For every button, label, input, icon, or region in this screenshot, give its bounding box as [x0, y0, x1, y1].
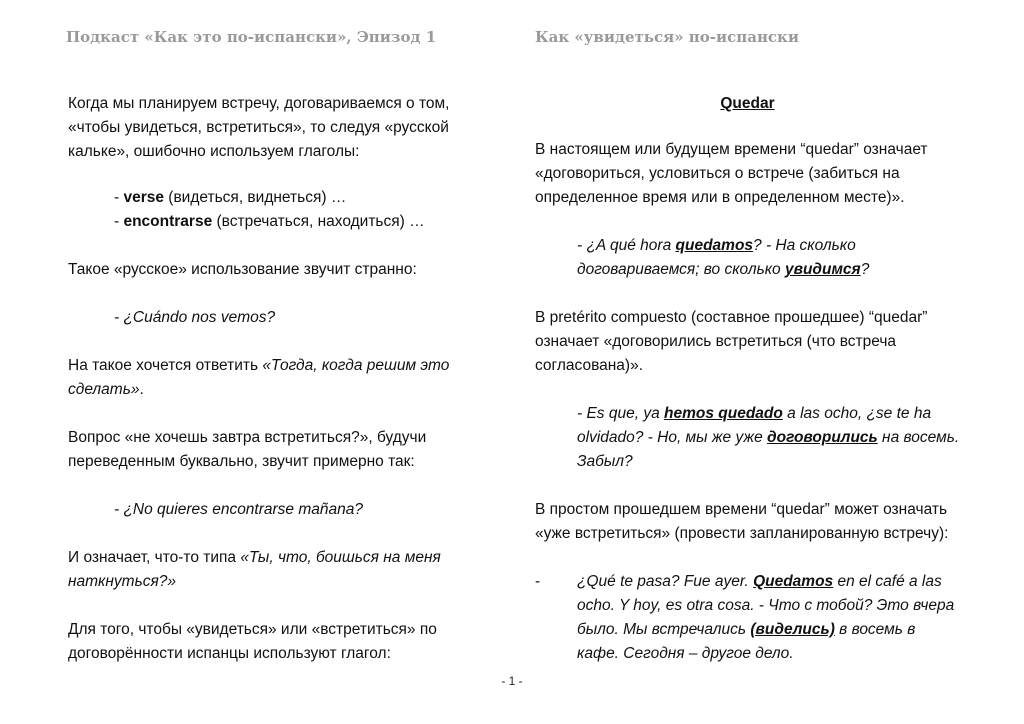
right-paragraph-simple-past: В простом прошедшем времени “quedar” может означать «уже встретиться» (провести запланированную встречу):	[535, 501, 949, 542]
left-paragraph-strange: Такое «русское» использование звучит странно:	[68, 261, 417, 278]
meaning-lead: И означает, что-то типа	[68, 549, 241, 566]
example-a-que-hora	[535, 234, 960, 282]
ex3-part: en el café a las ocho. Y hoy, es otra cosa. - Что с тобой? Это вчера было. Мы встречались	[577, 573, 955, 638]
ex1-part: ? - На сколько договариваемся; во сколько	[577, 237, 856, 278]
verb-item-verse	[68, 186, 488, 210]
ex2-highlight: hemos quedado	[664, 405, 783, 422]
left-paragraph-conclusion: Для того, чтобы «увидеться» или «встретиться» по договорённости испанцы используют глагол:	[68, 621, 437, 662]
verb-verse: verse	[123, 189, 164, 206]
ex2-part: a las ocho, ¿se te ha olvidado? - Но, мы же уже	[577, 405, 932, 446]
ex3-part: ¿Qué te pasa? Fue ayer.	[577, 573, 754, 590]
ex3-part: в восемь в кафе. Сегодня – другое дело.	[577, 621, 916, 662]
ex3-highlight: (виделись)	[750, 621, 835, 638]
left-paragraph-intro: Когда мы планируем встречу, договариваемся о том, «чтобы увидеться, встретиться», то следуя «русской кальке», ошибочно используем глаголы:	[68, 95, 450, 160]
example-cuando: - ¿Cuándo nos vemos?	[114, 309, 276, 326]
example-hemos-quedado	[535, 402, 960, 474]
left-paragraph-meaning	[68, 546, 488, 594]
right-paragraph-present: В настоящем или будущем времени “quedar” означает «договориться, условиться о встрече (забиться на определенное время или в определенном месте)».	[535, 141, 928, 206]
left-column	[68, 92, 488, 666]
ex1-highlight: увидимся	[784, 261, 861, 278]
meaning-quote: «Ты, что, боишься на меня наткнуться?»	[68, 549, 441, 590]
right-column	[535, 92, 960, 666]
ex3-highlight: Quedamos	[753, 573, 834, 590]
left-paragraph-answer	[68, 354, 488, 402]
header-left-title: Подкаст «Как это по-испански», Эпизод 1	[66, 28, 437, 46]
answer-quote: «Тогда, когда решим это сделать»	[68, 357, 450, 398]
verb-item-encontrarse	[68, 210, 488, 234]
bullet-dash: -	[535, 573, 541, 590]
page-number: - 1 -	[501, 674, 523, 688]
header-right-title: Как «увидеться» по-испански	[535, 28, 800, 46]
ex2-part: - Es que, ya	[577, 405, 665, 422]
answer-period: .	[139, 381, 144, 398]
ex1-part: - ¿A qué hora	[577, 237, 676, 254]
answer-lead: На такое хочется ответить	[68, 357, 263, 374]
left-paragraph-question: Вопрос «не хочешь завтра встретиться?», будучи переведенным буквально, звучит примерно так:	[68, 429, 427, 470]
ex2-part: на восемь. Забыл?	[577, 429, 960, 470]
example-no-quieres: - ¿No quieres encontrarse mañana?	[114, 501, 363, 518]
example-que-te-pasa	[535, 570, 960, 666]
right-paragraph-compuesto: В pretérito compuesto (составное прошедшее) “quedar” означает «договорились встретиться (что встреча согласована)».	[535, 309, 928, 374]
verb-encontrarse: encontrarse	[123, 213, 213, 230]
verb-verse-desc: (видеться, виднеться) …	[163, 189, 347, 206]
verb-dash: -	[114, 213, 124, 230]
ex1-part: ?	[860, 261, 870, 278]
verb-dash: -	[114, 189, 124, 206]
ex1-highlight: quedamos	[675, 237, 754, 254]
section-title-quedar: Quedar	[720, 95, 775, 112]
verb-encontrarse-desc: (встречаться, находиться) …	[212, 213, 425, 230]
ex2-highlight: договорились	[767, 429, 878, 446]
